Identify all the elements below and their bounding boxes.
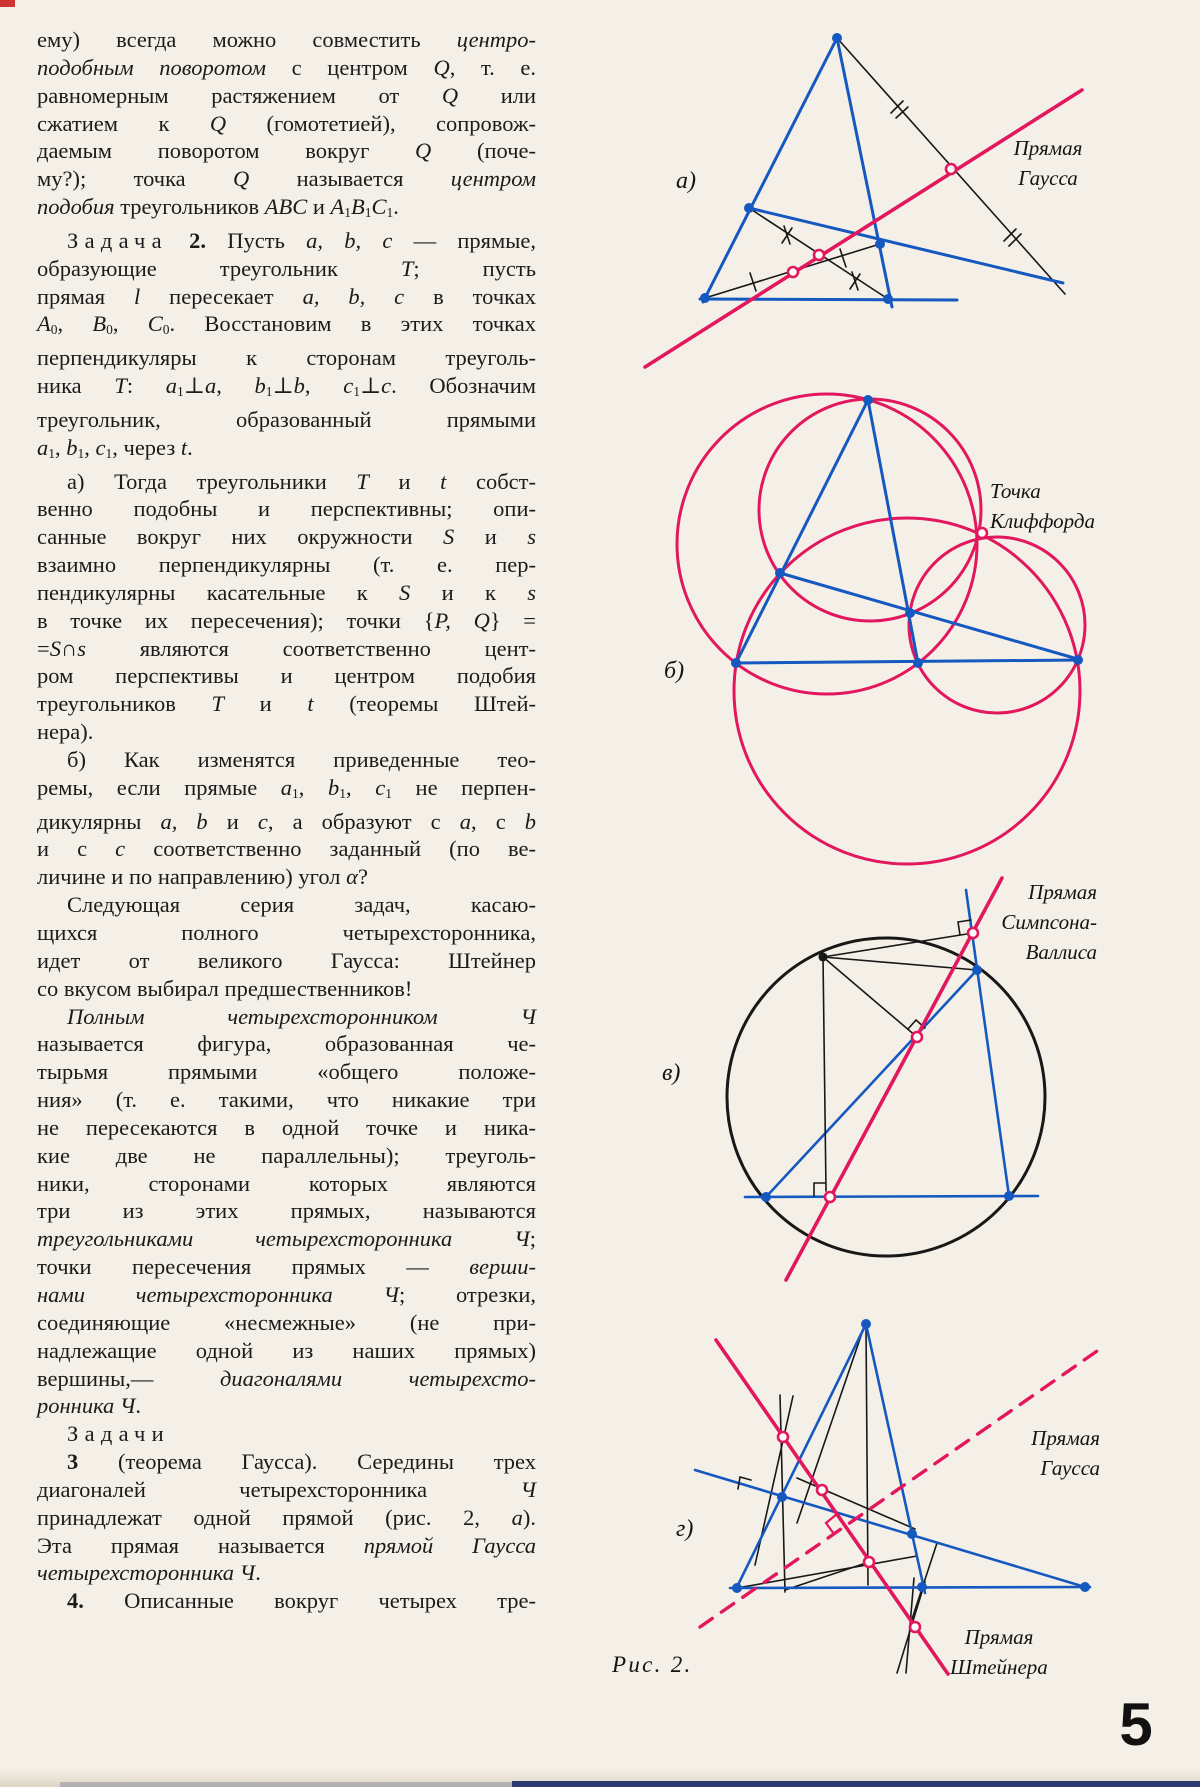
figure-b-clifford-circles (677, 394, 1085, 864)
text-line: взаимно перпендикулярны (т. е. пер- (37, 552, 536, 578)
text-line: $a_1$, $b_1$, $c_1$, через t. (37, 434, 193, 461)
gauss-line-label-a: Прямая Гаусса (1013, 136, 1083, 190)
text-line: б) Как изменятся приведенные тео- (67, 746, 536, 772)
text-line: нами четырехсторонника Ч; отрезки, (37, 1281, 536, 1307)
text-line: равномерным растяжением от Q или (37, 82, 537, 108)
text-line: пендикулярны касательные к S и к s (37, 579, 536, 605)
text-line: $A_0$, $B_0$, $C_0$. Восстановим в этих точках (37, 311, 537, 338)
text-line: прямая l пересекает a, b, c в точках (37, 283, 536, 309)
gauss-line-g (700, 1349, 1100, 1627)
figure-a-tag: а) (676, 168, 696, 194)
text-line: принадлежат одной прямой (рис. 2, а). (37, 1504, 536, 1530)
text-line: даемым поворотом вокруг Q (поче- (37, 138, 536, 164)
text-line: сжатием к Q (гомотетией), сопровож- (37, 110, 536, 136)
text-line: надлежащие одной из наших прямых) (37, 1337, 536, 1363)
text-line: и с c соответственно заданный (по ве- (37, 836, 536, 862)
text-line: Задачи (67, 1421, 170, 1447)
text-line: образующие треугольник T; пусть (37, 255, 537, 281)
figure-g-tag: г) (676, 1516, 694, 1542)
text-line: ники, сторонами которых являются (37, 1170, 536, 1196)
text-line: Задача 2. Пусть a, b, c — прямые, (67, 227, 537, 253)
text-line: диагоналей четырехсторонника Ч (37, 1476, 536, 1502)
text-line: ремы, если прямые $a_1$, $b_1$, $c_1$ не перпен- (37, 774, 536, 801)
text-line: вершины,— диагоналями четырехсто- (37, 1365, 536, 1391)
text-line: 4. Описанные вокруг четырех тре- (67, 1588, 536, 1614)
text-line: подобным поворотом с центром Q, т. е. (37, 54, 536, 80)
text-line: четырехсторонника Ч. (37, 1560, 261, 1586)
text-line: ронника Ч. (37, 1393, 142, 1419)
text-line: Эта прямая называется прямой Гаусса (37, 1532, 536, 1558)
text-line: дикулярны a, b и c, а образуют с a, с b (37, 808, 537, 834)
figure-a-quadrilateral (645, 33, 1082, 367)
figure-g-steiner-gauss (695, 1319, 1100, 1674)
text-line: санные вокруг них окружности S и s (37, 524, 536, 550)
text-line: нера). (37, 719, 94, 745)
text-line: тырьмя прямыми «общего положе- (37, 1059, 536, 1085)
text-line: в точке их пересечения); точки {P, Q} = (37, 607, 536, 633)
text-line: а) Тогда треугольники T и t собст- (67, 468, 536, 494)
text-line: Следующая серия задач, касаю- (67, 892, 536, 918)
gauss-line-label-g: Прямая Гаусса (1031, 1426, 1100, 1480)
simpson-line-label: Прямая Симпсона- Валлиса (1001, 880, 1097, 964)
text-line: со вкусом выбирал предшественников! (37, 975, 413, 1001)
text-line: ему) всегда можно совместить центро- (37, 27, 536, 52)
text-line: три из этих прямых, называются (37, 1198, 536, 1224)
text-line: точки пересечения прямых — верши- (37, 1254, 536, 1280)
text-line: =S∩s являются соответственно цент- (37, 635, 536, 661)
text-line: Полным четырехсторонником Ч (67, 1003, 536, 1029)
text-line: венно подобны и перспективны; опи- (37, 496, 536, 522)
text-line: личине и по направлению) угол α? (37, 864, 368, 890)
text-line: му?); точка Q называется центром (37, 166, 536, 192)
text-line: не пересекаются в одной точке и ника- (37, 1114, 536, 1140)
text-line: треугольников T и t (теоремы Штей- (37, 691, 537, 717)
text-line: треугольник, образованный прямыми (37, 406, 536, 432)
text-line: ника T: $a_1\perp a$, $b_1\perp b$, $c_1\perp c$. Обозначим (37, 373, 536, 400)
text-line: треугольниками четырехсторонника Ч; (37, 1226, 536, 1252)
text-line: подобия треугольников ABC и $A_1B_1C_1$. (37, 194, 399, 221)
text-line: идет от великого Гаусса: Штейнер (37, 947, 536, 973)
figure-v-tag: в) (662, 1060, 681, 1086)
text-line: кие две не параллельны); треуголь- (37, 1142, 536, 1168)
text-line: ром перспективы и центром подобия (37, 663, 536, 689)
text-line: называется фигура, образованная че- (37, 1031, 536, 1057)
steiner-line-label: Прямая Штейнера (950, 1625, 1048, 1679)
text-line: ния» (т. е. такими, что никакие три (37, 1087, 536, 1113)
figure-b-tag: б) (664, 658, 685, 684)
text-line: перпендикуляры к сторонам треуголь- (37, 345, 536, 371)
clifford-point (977, 528, 987, 538)
text-line: 3 (теорема Гаусса). Середины трех (67, 1449, 536, 1475)
page-number: 5 (1119, 1691, 1153, 1758)
clifford-point-label: Точка Клиффорда (990, 479, 1095, 533)
text-line: щихся полного четырехсторонника, (37, 920, 536, 945)
text-line: соединяющие «несмежные» (не при- (37, 1309, 536, 1335)
figure-caption: Рис. 2. (612, 1652, 693, 1677)
